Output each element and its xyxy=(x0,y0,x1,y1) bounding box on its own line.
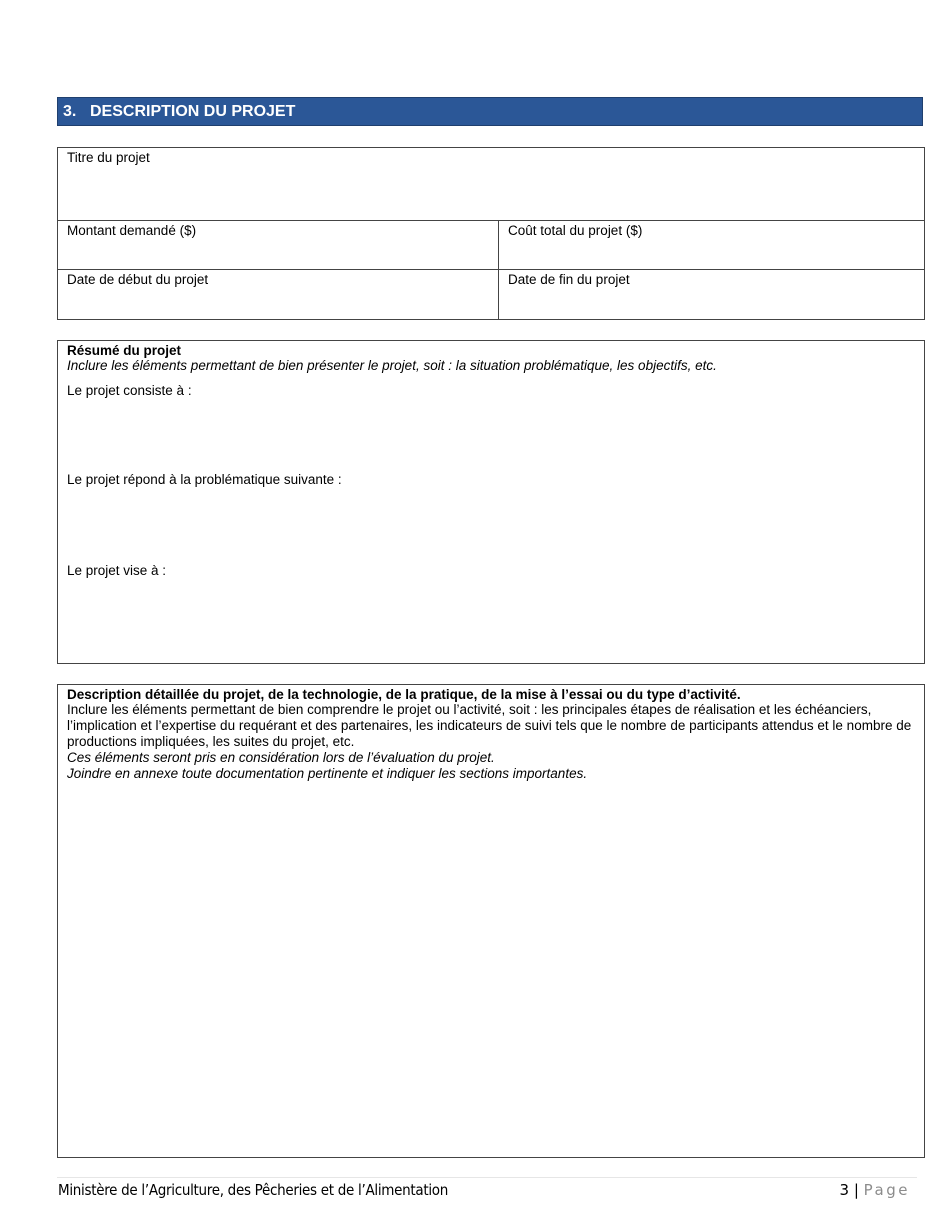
page-number: 3 xyxy=(839,1181,850,1199)
summary-instruction: Inclure les éléments permettant de bien présenter le projet, soit : la situation problématique, les objectifs, etc. xyxy=(67,358,717,373)
total-cost-label: Coût total du projet ($) xyxy=(508,223,643,238)
detailed-description-box[interactable] xyxy=(57,684,925,1158)
project-summary-box[interactable] xyxy=(57,340,925,664)
detail-note-annex: Joindre en annexe toute documentation pertinente et indiquer les sections importantes. xyxy=(67,766,588,781)
project-identification-table xyxy=(57,147,925,320)
end-date-label: Date de fin du projet xyxy=(508,272,630,287)
project-title-field[interactable] xyxy=(58,148,924,220)
requested-amount-field[interactable] xyxy=(58,221,498,269)
summary-heading: Résumé du projet xyxy=(67,343,182,358)
page-word: Page xyxy=(863,1181,910,1199)
responds-label: Le projet répond à la problématique suivante : xyxy=(67,472,342,487)
detail-body: Inclure les éléments permettant de bien comprendre le projet ou l’activité, soit : les principales étapes de réalisation et les échéanciers, l’implication et l’expertise du requérant et des partenaires, les indicateurs de suivi tels que le nombre de participants attendus et le nombre de productions impliquées, les suites du projet, etc. xyxy=(67,702,912,749)
detail-note-evaluation: Ces éléments seront pris en considération lors de l’évaluation du projet. xyxy=(67,750,495,765)
total-cost-field[interactable] xyxy=(499,221,924,269)
aims-label: Le projet vise à : xyxy=(67,563,167,578)
detail-heading: Description détaillée du projet, de la technologie, de la pratique, de la mise à l’essai ou du type d’activité. xyxy=(67,687,741,702)
project-title-label: Titre du projet xyxy=(67,150,150,165)
start-date-label: Date de début du projet xyxy=(67,272,209,287)
section-number: 3. xyxy=(63,103,77,120)
footer-page-indicator xyxy=(840,1181,911,1199)
footer-divider xyxy=(57,1177,917,1178)
section-header xyxy=(57,97,923,126)
requested-amount-label: Montant demandé ($) xyxy=(67,223,197,238)
consists-label: Le projet consiste à : xyxy=(67,383,192,398)
start-date-field[interactable] xyxy=(58,270,498,319)
footer-ministry: Ministère de l’Agriculture, des Pêcheries et de l’Alimentation xyxy=(58,1181,448,1199)
page-separator: | xyxy=(853,1181,859,1199)
section-title: DESCRIPTION DU PROJET xyxy=(90,103,296,120)
end-date-field[interactable] xyxy=(499,270,924,319)
